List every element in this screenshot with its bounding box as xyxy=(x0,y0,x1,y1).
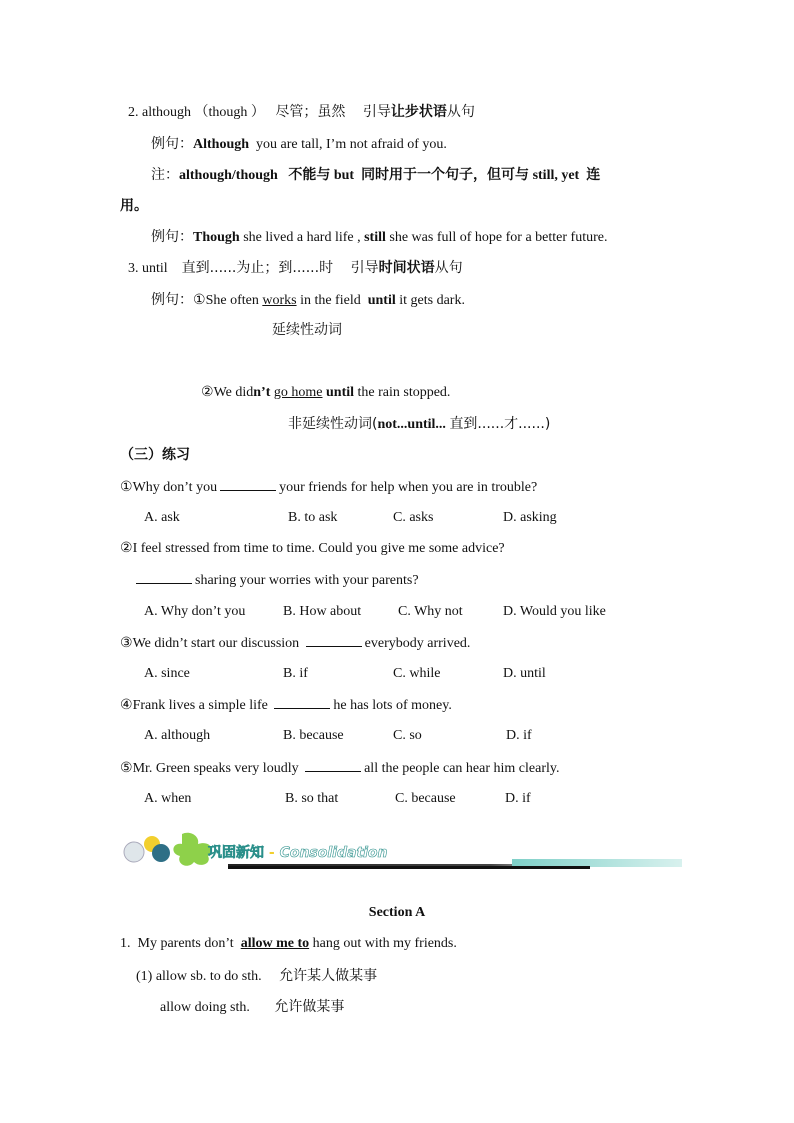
answer-blank xyxy=(305,759,361,772)
q2-option-b: B. How about xyxy=(283,604,362,619)
q1-option-a: A. ask xyxy=(144,510,180,525)
question-2: ②I feel stressed from time to time. Could you give me some advice? xyxy=(120,541,505,556)
note-continuous-verb: 延续性动词 xyxy=(272,322,342,338)
q2-option-c: C. Why not xyxy=(398,604,463,619)
answer-blank xyxy=(306,634,362,647)
item-until: 3. until 直到......为止；到......时 引导时间状语从句 xyxy=(128,260,463,276)
example-though: 例句：Though she lived a hard life , still she was full of hope for a better future. xyxy=(151,229,608,245)
note-although: 注：although/though 不能与 but 同时用于一个句子，但可与 still, yet 连 xyxy=(151,167,601,183)
note-noncontinuous-verb: 非延续性动词(not...until... 直到......才......) xyxy=(288,416,551,432)
example-until-2: ②We didn’t go home until the rain stopped. xyxy=(201,385,451,400)
teal-circle-icon xyxy=(152,844,170,862)
question-2-line2: sharing your worries with your parents? xyxy=(133,571,419,590)
question-1: ①Why don’t you your friends for help when you are in trouble? xyxy=(120,480,538,495)
q3-option-d: D. until xyxy=(503,666,546,681)
q2-option-a: A. Why don’t you xyxy=(144,604,246,619)
answer-blank xyxy=(220,478,276,491)
note-continued: 用。 xyxy=(120,198,148,214)
q3-option-c: C. while xyxy=(393,666,441,681)
example-although: 例句：Although you are tall, I’m not afraid of you. xyxy=(151,136,447,152)
q5-option-a: A. when xyxy=(144,791,192,806)
consolidation-banner xyxy=(120,828,682,874)
q4-option-b: B. because xyxy=(283,728,344,743)
q4-option-c: C. so xyxy=(393,728,422,743)
section-a-sentence-1: 1. My parents don’t allow me to hang out with my friends. xyxy=(120,936,457,951)
banner-title: 巩固新知 - Consolidation xyxy=(208,845,388,861)
question-4: ④Frank lives a simple life he has lots of money. xyxy=(120,698,452,713)
leaf-blob-icon xyxy=(173,833,211,866)
q5-option-b: B. so that xyxy=(285,791,339,806)
q1-option-b: B. to ask xyxy=(288,510,338,525)
q4-option-d: D. if xyxy=(506,728,532,743)
question-3: ③We didn’t start our discussion everybody arrived. xyxy=(120,636,471,651)
answer-blank xyxy=(136,571,192,584)
grey-circle-icon xyxy=(124,842,144,862)
q5-option-d: D. if xyxy=(505,791,531,806)
section-a-point-1: (1) allow sb. to do sth. 允许某人做某事 xyxy=(136,968,378,984)
example-until-1: 例句：①She often works in the field until it gets dark. xyxy=(151,292,465,308)
q1-option-c: C. asks xyxy=(393,510,434,525)
q3-option-b: B. if xyxy=(283,666,308,681)
q3-option-a: A. since xyxy=(144,666,190,681)
q1-option-d: D. asking xyxy=(503,510,557,525)
item-although: 2. although （though ） 尽管；虽然 引导让步状语从句 xyxy=(128,104,475,120)
section-a-point-2: allow doing sth. 允许做某事 xyxy=(160,999,345,1015)
q4-option-a: A. although xyxy=(144,728,211,743)
question-5: ⑤Mr. Green speaks very loudly all the people can hear him clearly. xyxy=(120,761,560,776)
q5-option-c: C. because xyxy=(395,791,456,806)
answer-blank xyxy=(274,696,330,709)
q2-option-d: D. Would you like xyxy=(503,604,606,619)
section-a-title: Section A xyxy=(368,905,426,920)
practice-heading: （三）练习 xyxy=(120,447,190,463)
